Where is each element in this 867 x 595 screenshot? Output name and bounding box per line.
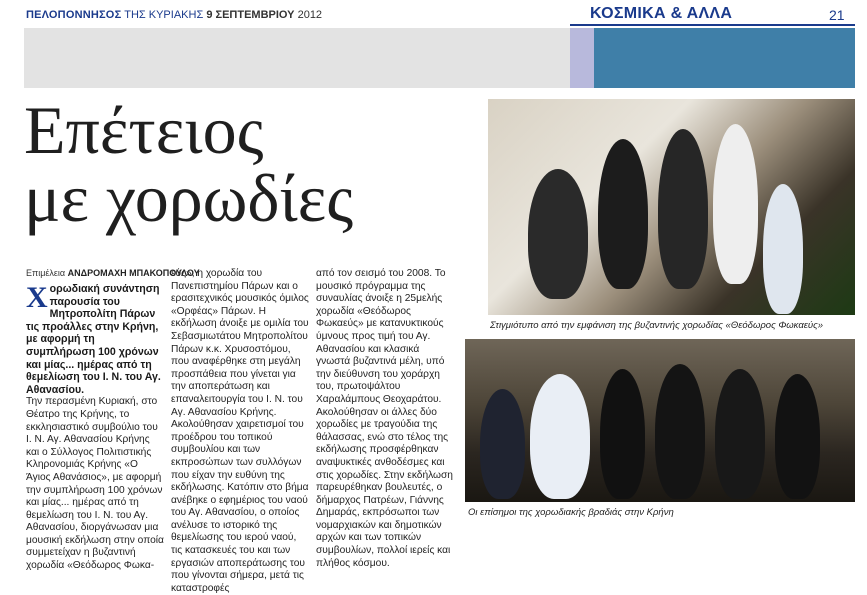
headline-line-1: Επέτειος	[24, 92, 264, 168]
article-body-2: εύς», η χορωδία του Πανεπιστημίου Πάρων και ο ερασιτεχνικός μουσικός όμιλος «Ορφέας» Πάρων. Η εκδήλωση άνοιξε με ομιλία του Σεβασμιωτάτου Μητροπολίτου Πάρων κ.κ. Χρυσοστόμου, που αναφέρθηκε στη μεγάλη προσπάθεια που γίνεται για την αποπεράτωση και επαναλειτουργία του Ι. Ν. του Αγ. Αθανασίου Κρήνης. Ακολούθησαν χαιρετισμοί του προέδρου του τοπικού συμβουλίου και των εκπροσώπων των συλλόγων που είχαν την ευθύνη της εκδήλωσης. Κατόπιν στο βήμα ανέβηκε ο εφημέριος του ναού του Αγ. Αθανασίου, ο οποίος ανέλυσε το ιστορικό της θεμελίωσης του ιερού ναού, τις κατασκευές του και των εργασιών αποπεράτωσης του που γίνονται σήμερα, μετά τις καταστροφές	[171, 268, 309, 594]
section-rule	[570, 24, 855, 26]
page-number: 21	[829, 7, 845, 23]
officials-photo	[465, 339, 855, 502]
article-column-3	[316, 268, 454, 570]
article-body-3: από τον σεισμό του 2008. Το μουσικό πρόγραμμα της συναυλίας άνοιξε η 25μελής χορωδία «Θεόδωρος Φωκαεύς» με κατανυκτικούς ύμνους προς τιμή του Αγ. Αθανασίου και κλασικά γνωστά βυζαντινά μέλη, υπό την διεύθυνση του χοράρχη του, πρωτοψάλτου Χαραλάμπους Θεοχαράτου. Ακολούθησαν οι άλλες δύο χορωδίες με τραγούδια της θάλασσας, ενώ στο τέλος της εκδήλωσης προσφέρθηκαν αναψυκτικές ανθοδέσμες και στις χορωδίες. Στην εκδήλωση παρευρέθηκαν βουλευτές, ο δήμαρχος Πατρέων, Γιάννης Δημαράς, εκπρόσωποι των νομαρχιακών και δημοτικών αρχών και των τοπικών συμβουλίων, πολλοί ιερείς και πλήθος κόσμου.	[316, 268, 453, 569]
article-lead	[26, 283, 164, 396]
byline-name: ΑΝΔΡΟΜΑΧΗ ΜΠΑΚΟΠΟΥΛΟΥ	[67, 268, 200, 278]
drop-cap: Χ	[26, 281, 48, 314]
article-body-1: Την περασμένη Κυριακή, στο Θέατρο της Κρήνης, το εκκλησιαστικό συμβούλιο του Ι. Ν. Αγ. Αθανασίου Κρήνης και ο Σύλλογος Πολιτιστικής Κληρονομιάς Κρήνης «Ο Άγιος Αθανάσιος», με αφορμή την συμπλήρωση 100 χρόνων και μίας... ημέρας από τη θεμελίωση του Ι. Ν. του Αγ. Αθανασίου, διοργάνωσαν μια μουσική εκδήλωση στην οποία συμμετείχαν η βυζαντινή χορωδία «Θεόδωρος Φωκα-	[26, 396, 164, 572]
paper-name: ΠΕΛΟΠΟΝΝΗΣΟΣ	[26, 9, 122, 21]
photo-caption-2: Οι επίσημοι της χορωδιακής βραδιάς στην Κρήνη	[468, 507, 674, 518]
header-band-lavender	[570, 28, 594, 88]
issue-year: 2012	[297, 9, 323, 21]
choir-photo	[488, 99, 855, 315]
lead-text: ορωδιακή συνάντηση παρουσία του Μητροπολίτη Πάρων τις προάλλες στην Κρήνη, με αφορμή τη συμπλήρωση 100 χρόνων και μίας... ημέρας από τη θεμελίωση του Ι. Ν. του Αγ. Αθανασίου.	[26, 283, 161, 396]
photo-caption-1: Στιγμιότυπο από την εμφάνιση της βυζαντινής χορωδίας «Θεόδωρος Φωκαεύς»	[490, 320, 824, 331]
header-band-blue	[594, 28, 855, 88]
paper-edition: ΤΗΣ ΚΥΡΙΑΚΗΣ	[124, 9, 204, 21]
headline	[24, 92, 354, 236]
header-band-grey	[24, 28, 574, 88]
issue-date: 9 ΣΕΠΤΕΜΒΡΙΟΥ	[206, 9, 295, 21]
article-column-1	[26, 283, 164, 573]
article-column-2	[171, 268, 309, 595]
byline-label: Επιμέλεια	[26, 268, 66, 278]
masthead	[26, 9, 322, 21]
headline-line-2: με χορωδίες	[24, 160, 354, 236]
section-title: ΚΟΣΜΙΚΑ & ΑΛΛΑ	[590, 5, 733, 22]
